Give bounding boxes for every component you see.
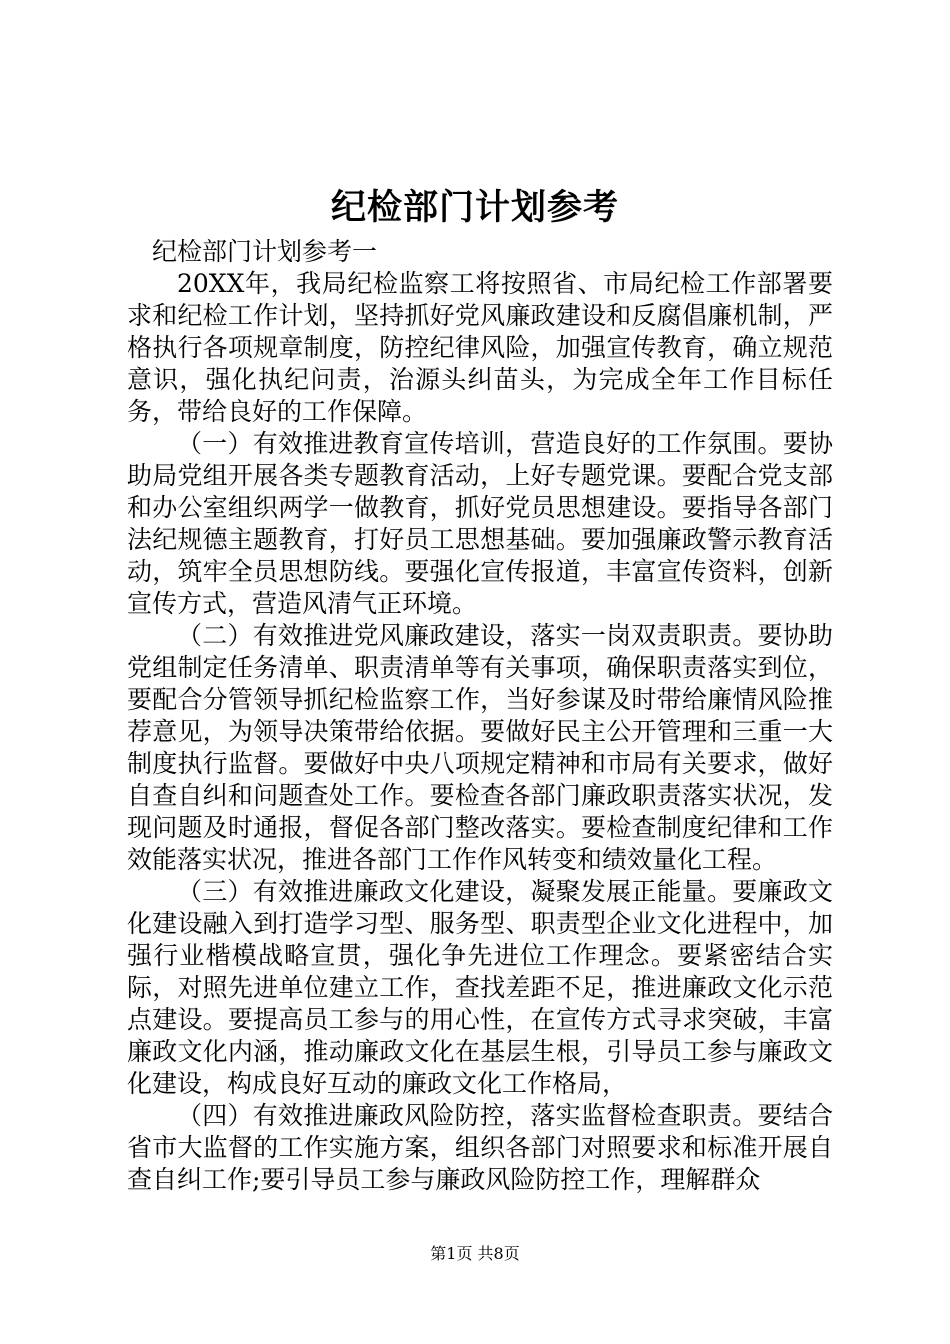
document-body	[127, 236, 833, 1196]
document-title: 纪检部门计划参考	[330, 187, 619, 228]
paragraph-section-1: （一）有效推进教育宣传培训，营造良好的工作氛围。要协助局党组开展各类专题教育活动，上好专题党课。要配合党支部和办公室组织两学一做教育，抓好党员思想建设。要指导各部门法纪规德主题教育，打好员工思想基础。要加强廉政警示教育活动，筑牢全员思想防线。要强化宣传报道，丰富宣传资料，创新宣传方式，营造风清气正环境。	[127, 429, 833, 618]
document-subtitle: 纪检部门计划参考一	[152, 237, 378, 266]
page-number-footer: 第1页 共8页	[430, 1244, 520, 1263]
paragraph-section-4: （四）有效推进廉政风险防控，落实监督检查职责。要结合省市大监督的工作实施方案，组织各部门对照要求和标准开展自查自纠工作;要引导员工参与廉政风险防控工作，理解群众	[127, 1101, 833, 1194]
paragraph-section-3: （三）有效推进廉政文化建设，凝聚发展正能量。要廉政文化建设融入到打造学习型、服务型、职责型企业文化进程中，加强行业楷模战略宣贯，强化争先进位工作理念。要紧密结合实际，对照先进单位建立工作，查找差距不足，推进廉政文化示范点建设。要提高员工参与的用心性，在宣传方式寻求突破，丰富廉政文化内涵，推动廉政文化在基层生根，引导员工参与廉政文化建设，构成良好互动的廉政文化工作格局，	[127, 877, 833, 1098]
paragraph-intro: 20XX年，我局纪检监察工将按照省、市局纪检工作部署要求和纪检工作计划，坚持抓好党风廉政建设和反腐倡廉机制，严格执行各项规章制度，防控纪律风险，加强宣传教育，确立规范意识，强化执纪问责，治源头纠苗头，为完成全年工作目标任务，带给良好的工作保障。	[127, 269, 833, 426]
paragraph-section-2: （二）有效推进党风廉政建设，落实一岗双责职责。要协助党组制定任务清单、职责清单等有关事项，确保职责落实到位，要配合分管领导抓纪检监察工作，当好参谋及时带给廉情风险推荐意见，为领导决策带给依据。要做好民主公开管理和三重一大制度执行监督。要做好中央八项规定精神和市局有关要求，做好自查自纠和问题查处工作。要检查各部门廉政职责落实状况，发现问题及时通报，督促各部门整改落实。要检查制度纪律和工作效能落实状况，推进各部门工作作风转变和绩效量化工程。	[127, 621, 833, 874]
